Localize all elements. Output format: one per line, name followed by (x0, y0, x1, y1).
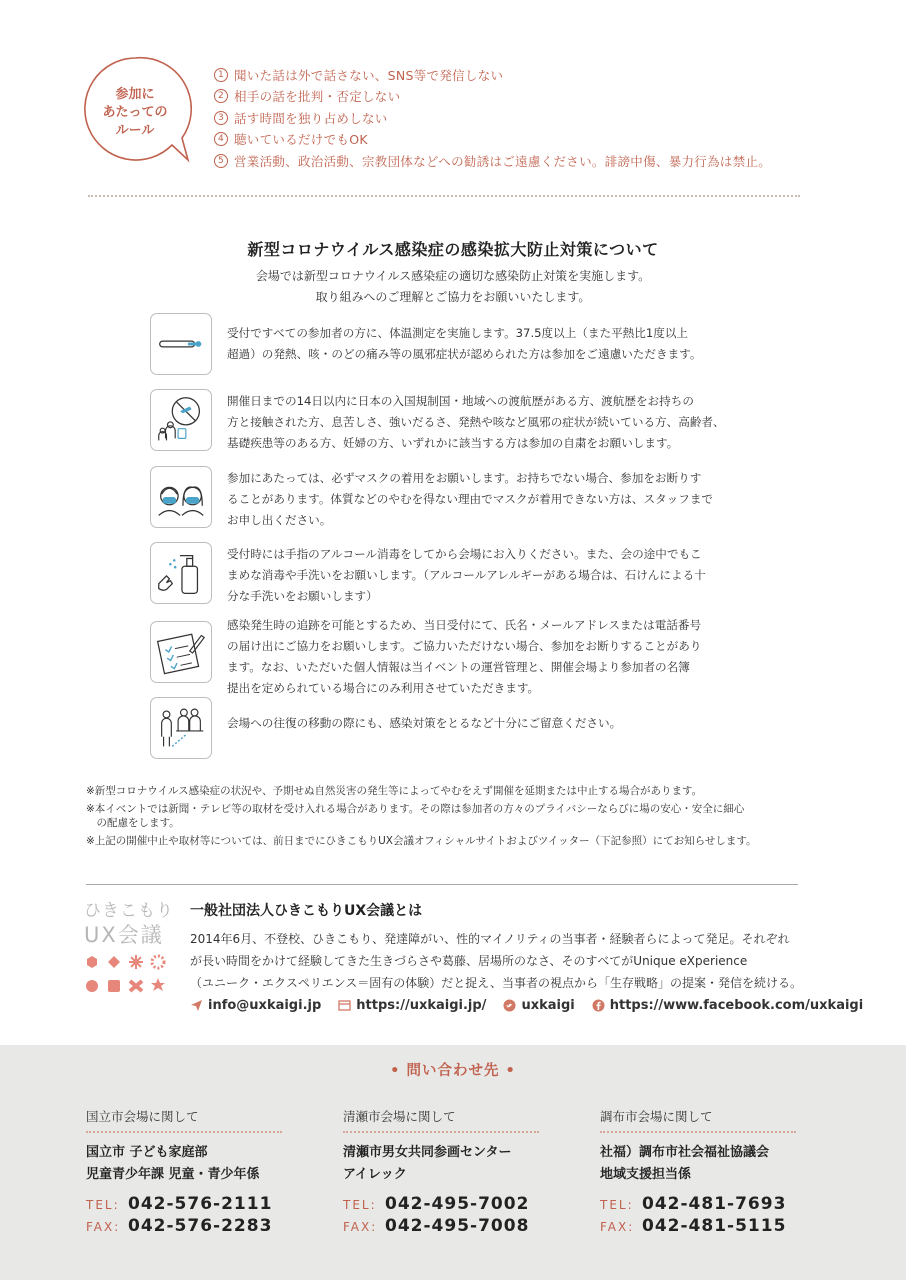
measure-text-line: まめな消毒や手洗いをお願いします。（アルコールアレルギーがある場合は、石けんによる十 (227, 568, 706, 582)
venue-org-line: 社福）調布市社会福祉協議会 (600, 1145, 770, 1160)
measure-text-line: 受付ですべての参加者の方に、体温測定を実施します。37.5度以上（また平熱比1度以上 (227, 326, 689, 340)
rule-item (214, 129, 771, 151)
org-description-line: 2014年6月、不登校、ひきこもり、発達障がい、性的マイノリティの当事者・経験者らによって発足。それぞれ (190, 932, 790, 946)
measure-text-line: 感染発生時の追跡を可能とするため、当日受付にて、氏名・メールアドレスまたは電話番号 (227, 618, 702, 632)
venue-organization (343, 1142, 573, 1186)
social-distance-icon (150, 697, 212, 759)
note-line: ※新型コロナウイルス感染症の状況や、予期せぬ自然災害の発生等によってやむをえず開催を延期または中止する場合があります。 (86, 785, 703, 797)
tel-label: TEL: (86, 1198, 120, 1212)
rules-list (214, 64, 771, 172)
travel-restriction-icon (150, 389, 212, 451)
venue-fax (343, 1216, 573, 1236)
rule-number: 4 (214, 132, 228, 146)
covid-measure (150, 618, 750, 695)
venue-chofu (600, 1107, 830, 1236)
registration-form-icon (150, 621, 212, 683)
org-description (190, 928, 810, 994)
facebook-link[interactable] (592, 998, 863, 1013)
measure-text-line: 会場への往復の移動の際にも、感染対策をとるなど十分にご留意ください。 (227, 716, 622, 730)
measure-text-line: ます。なお、いただいた個人情報は当イベントの運営管理と、開催会場より参加者の名簿 (227, 660, 690, 674)
email-link[interactable] (190, 998, 321, 1013)
rules-badge (82, 56, 192, 166)
rule-text: 話す時間を独り占めしない (234, 110, 388, 126)
org-description-line: （ユニーク・エクスペリエンス＝固有の体験）だと捉え、当事者の視点から「生存戦略」の提案・発信を続ける。 (190, 976, 803, 990)
venue-tel (86, 1194, 316, 1214)
measure-text-line: お申し出ください。 (227, 513, 332, 527)
logo-mark-icon (84, 954, 166, 996)
twitter-link[interactable] (503, 998, 574, 1013)
logo-text: UX会議 (84, 923, 164, 947)
org-links (190, 998, 880, 1013)
rules-badge-line: 参加に (115, 87, 155, 102)
covid-section-title: 新型コロナウイルス感染症の感染拡大防止対策について (247, 240, 659, 259)
venue-tel (343, 1194, 573, 1214)
section-divider (86, 884, 798, 885)
covid-intro-line: 取り組みへのご理解とご協力をお願いいたします。 (315, 290, 591, 304)
email-text: info@uxkaigi.jp (208, 998, 322, 1013)
fax-label: FAX: (343, 1220, 378, 1234)
hand-sanitizer-icon (150, 542, 212, 604)
contact-title: • 問い合わせ先 • (390, 1063, 516, 1079)
twitter-icon (503, 999, 516, 1012)
website-link[interactable] (338, 998, 486, 1013)
venue-org-line: 地域支援担当係 (600, 1167, 692, 1182)
rule-item (214, 150, 771, 172)
rule-text: 営業活動、政治活動、宗教団体などへの勧誘はご遠慮ください。誹謗中傷、暴力行為は禁止。 (234, 153, 772, 169)
thermometer-icon (150, 313, 212, 375)
venue-kiyose (343, 1107, 573, 1236)
org-logo (84, 900, 174, 1000)
rule-number: 1 (214, 68, 228, 82)
covid-measure (150, 466, 750, 530)
venue-heading: 調布市会場に関して (600, 1107, 796, 1133)
venue-organization (86, 1142, 316, 1186)
venue-org-line: 清瀬市男女共同参画センター (343, 1145, 512, 1160)
fax-label: FAX: (600, 1220, 635, 1234)
fax-number: 042-576-2283 (128, 1216, 273, 1236)
covid-measure (150, 542, 750, 606)
note-line: ※本イベントでは新聞・テレビ等の取材を受け入れる場合があります。その際は参加者の方々のプライバシーならびに場の安心・安全に細心 (86, 803, 745, 815)
org-title: 一般社団法人ひきこもりUX会議とは (190, 903, 423, 919)
measure-text-line: 提出を定められている場合にのみ利用させていただきます。 (227, 681, 540, 695)
rules-badge-line: ルール (115, 123, 155, 138)
send-icon (190, 999, 203, 1012)
tel-label: TEL: (600, 1198, 634, 1212)
fax-number: 042-481-5115 (642, 1216, 787, 1236)
covid-measure (150, 313, 750, 377)
venue-fax (600, 1216, 830, 1236)
note-line: ※上記の開催中止や取材等については、前日までにひきこもりUX会議オフィシャルサイトおよびツイッター（下記参照）にてお知らせします。 (86, 835, 757, 847)
tel-number[interactable]: 042-481-7693 (642, 1194, 787, 1214)
covid-measure (150, 389, 750, 453)
rule-number: 5 (214, 154, 228, 168)
measure-text-line: 参加にあたっては、必ずマスクの着用をお願いします。お持ちでない場合、参加をお断りす (227, 471, 702, 485)
measure-text-line: ることがあります。体質などのやむを得ない理由でマスクが着用できない方は、スタッフまで (227, 492, 714, 506)
section-divider (88, 195, 800, 197)
venue-org-line: アイレック (343, 1167, 407, 1182)
venue-org-line: 国立市 子ども家庭部 (86, 1145, 208, 1160)
venue-tel (600, 1194, 830, 1214)
note-line: の配慮をします。 (86, 817, 180, 829)
venue-organization (600, 1142, 830, 1186)
rule-item (214, 86, 771, 108)
rule-item (214, 64, 771, 86)
measure-text-line: 受付時には手指のアルコール消毒をしてから会場にお入りください。また、会の途中でもこ (227, 547, 702, 561)
fax-label: FAX: (86, 1220, 121, 1234)
org-description-line: が長い時間をかけて経験してきた生きづらさや葛藤、居場所のなさ、そのすべてがUnique eXperience (190, 954, 748, 968)
measure-text-line: の届け出にご協力をお願いします。ご協力いただけない場合、参加をお断りすることがあり (227, 639, 702, 653)
mask-icon (150, 466, 212, 528)
facebook-icon (592, 999, 605, 1012)
rule-text: 聞いた話は外で話さない、SNS等で発信しない (234, 67, 504, 83)
rule-text: 相手の話を批判・否定しない (234, 89, 401, 105)
measure-text-line: 方と接触された方、息苦しさ、強いだるさ、発熱や咳など風邪の症状が続いている方、高齢者、 (227, 415, 725, 429)
venue-heading: 清瀬市会場に関して (343, 1107, 539, 1133)
covid-intro-line: 会場では新型コロナウイルス感染症の適切な感染防止対策を実施します。 (255, 269, 651, 283)
rule-number: 2 (214, 89, 228, 103)
tel-label: TEL: (343, 1198, 377, 1212)
covid-intro (0, 266, 906, 308)
logo-text: ひきこもり (84, 901, 174, 921)
rule-item (214, 107, 771, 129)
measure-text-line: 開催日までの14日以内に日本の入国規制国・地域への渡航歴がある方、渡航歴をお持ちの (227, 394, 694, 408)
venue-heading: 国立市会場に関して (86, 1107, 282, 1133)
fax-number: 042-495-7008 (385, 1216, 530, 1236)
website-text: https://uxkaigi.jp/ (356, 998, 487, 1013)
measure-text-line: 超過）の発熱、咳・のどの痛み等の風邪症状が認められた方は参加をご遠慮いただきます。 (227, 347, 702, 361)
measure-text-line: 分な手洗いをお願いします） (227, 589, 378, 603)
venue-org-line: 児童青少年課 児童・青少年係 (86, 1167, 260, 1182)
tel-number[interactable]: 042-576-2111 (128, 1194, 273, 1214)
venue-kunitachi (86, 1107, 316, 1236)
tel-number[interactable]: 042-495-7002 (385, 1194, 530, 1214)
facebook-text: https://www.facebook.com/uxkaigi (609, 998, 864, 1013)
rules-badge-line: あたっての (102, 105, 168, 120)
venue-fax (86, 1216, 316, 1236)
rule-number: 3 (214, 111, 228, 125)
covid-measure (150, 697, 750, 761)
measure-text-line: 基礎疾患等のある方、妊婦の方、いずれかに該当する方は参加の自粛をお願いします。 (227, 436, 679, 450)
rule-text: 聴いているだけでもOK (234, 132, 368, 148)
contact-section (0, 1045, 906, 1280)
twitter-text: uxkaigi (521, 998, 575, 1013)
notes (86, 784, 806, 852)
browser-icon (338, 999, 351, 1012)
